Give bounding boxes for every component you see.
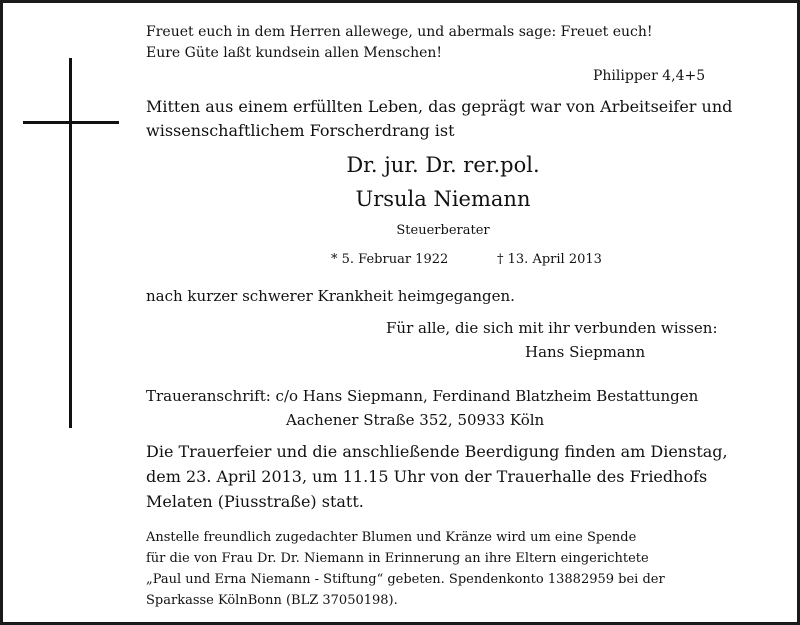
address-line-1: Traueranschrift: c/o Hans Siepmann, Ferdinand Blatzheim Bestattungen bbox=[146, 387, 699, 405]
verse-line-1: Freuet euch in dem Herren allewege, und abermals sage: Freuet euch! bbox=[146, 24, 653, 40]
funeral-line-1: Die Trauerfeier und die anschließende Beerdigung finden am Dienstag, bbox=[146, 442, 728, 461]
funeral-line-3: Melaten (Piusstraße) statt. bbox=[146, 492, 364, 511]
address-line-2: Aachener Straße 352, 50933 Köln bbox=[286, 411, 545, 429]
deceased-title: Dr. jur. Dr. rer.pol. bbox=[346, 153, 540, 177]
intro-line-1: Mitten aus einem erfüllten Leben, das geprägt war von Arbeitseifer und bbox=[146, 97, 733, 116]
birth-date-text: 5. Februar 1922 bbox=[341, 252, 449, 267]
passing-text: nach kurzer schwerer Krankheit heimgegangen. bbox=[146, 287, 515, 305]
death-date bbox=[497, 253, 602, 266]
donation-line-3: „Paul und Erna Niemann - Stiftung“ gebeten. Spendenkonto 13882959 bei der bbox=[146, 572, 665, 587]
funeral-line-2: dem 23. April 2013, um 11.15 Uhr von der Trauerhalle des Friedhofs bbox=[146, 467, 708, 486]
deceased-profession: Steuerberater bbox=[396, 223, 490, 238]
cross-vertical-bar bbox=[69, 58, 72, 428]
donation-line-2: für die von Frau Dr. Dr. Niemann in Erinnerung an ihre Eltern eingerichtete bbox=[146, 551, 649, 566]
death-date-text: 13. April 2013 bbox=[507, 252, 602, 267]
donation-line-4: Sparkasse KölnBonn (BLZ 37050198). bbox=[146, 593, 398, 608]
signoff-line: Für alle, die sich mit ihr verbunden wissen: bbox=[386, 319, 718, 337]
dagger-icon: † bbox=[497, 252, 504, 267]
cross-horizontal-bar bbox=[23, 121, 119, 124]
verse-line-2: Eure Güte laßt kundsein allen Menschen! bbox=[146, 45, 443, 61]
intro-line-2: wissenschaftlichem Forscherdrang ist bbox=[146, 121, 455, 140]
verse-reference: Philipper 4,4+5 bbox=[593, 68, 706, 84]
deceased-name: Ursula Niemann bbox=[355, 187, 531, 211]
donation-line-1: Anstelle freundlich zugedachter Blumen und Kränze wird um eine Spende bbox=[146, 530, 637, 545]
signoff-name: Hans Siepmann bbox=[525, 343, 646, 361]
birth-date bbox=[331, 253, 448, 266]
star-icon: * bbox=[331, 252, 338, 267]
